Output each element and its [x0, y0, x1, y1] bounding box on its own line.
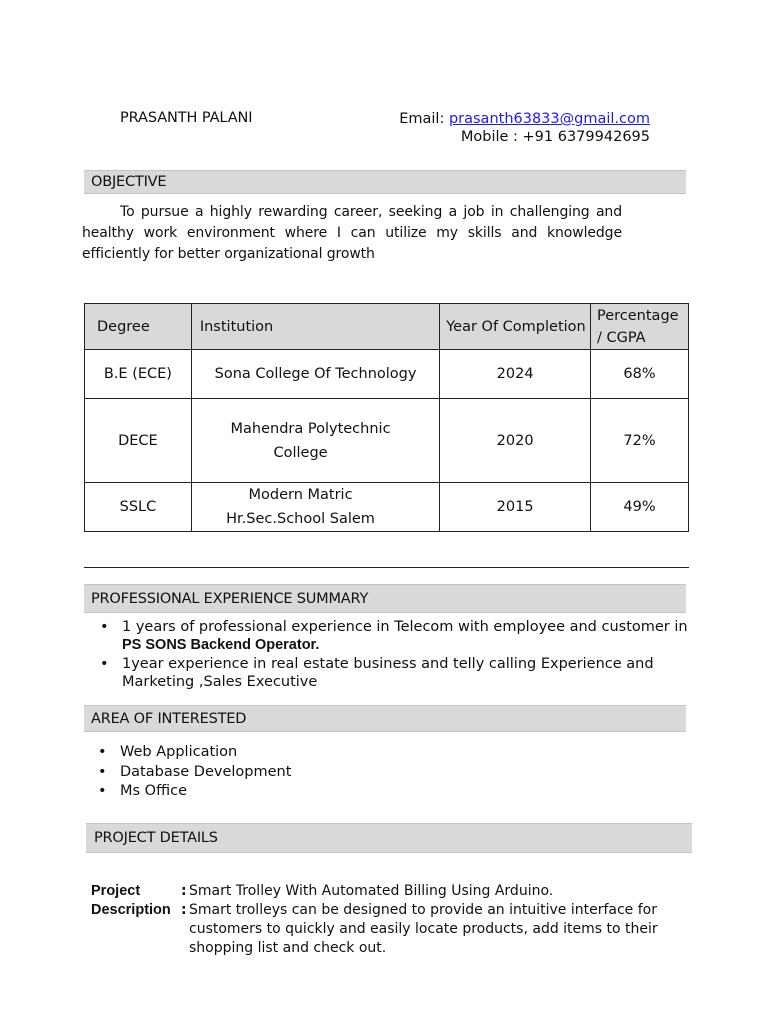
section-header-experience — [84, 584, 686, 613]
table-header-row — [85, 304, 689, 350]
colon: : — [181, 883, 187, 899]
objective-body: To pursue a highly rewarding career, seeking a job in challenging and healthy work environment where I can utilize my skills and knowledge efficiently for better organizational growth — [82, 204, 622, 262]
section-title: OBJECTIVE — [91, 174, 167, 190]
percentage-cell: 72% — [591, 399, 689, 483]
list-item: • Web Application — [98, 743, 291, 763]
section-title: AREA OF INTERESTED — [91, 710, 247, 727]
experience-list — [100, 618, 700, 692]
institution-line: College — [273, 444, 328, 461]
year-cell: 2015 — [440, 483, 591, 532]
list-item — [100, 618, 700, 654]
email-line — [390, 110, 650, 128]
candidate-name: PRASANTH PALANI — [120, 110, 253, 126]
objective-text — [82, 202, 622, 265]
experience-text: 1year experience in real estate business and telly calling Experience and Marketing ,Sales Executive — [122, 656, 654, 690]
education-table — [84, 303, 689, 532]
institution-cell — [191, 483, 439, 532]
list-item — [100, 655, 700, 691]
institution-cell — [191, 350, 439, 399]
contact-block — [390, 110, 650, 146]
column-header: Year Of Completion — [440, 304, 591, 350]
mobile-line: Mobile : +91 6379942695 — [460, 129, 650, 145]
degree-cell: DECE — [85, 399, 192, 483]
institution-line: Hr.Sec.School Salem — [226, 511, 375, 527]
degree-cell: SSLC — [85, 483, 192, 532]
column-header: Percentage / CGPA — [591, 304, 689, 350]
section-title: PROFESSIONAL EXPERIENCE SUMMARY — [91, 590, 369, 607]
column-header: Degree — [85, 304, 192, 350]
degree-cell: B.E (ECE) — [85, 350, 192, 399]
project-label: Project — [91, 883, 141, 899]
experience-text: 1 years of professional experience in Telecom with employee and customer in — [122, 619, 688, 635]
column-header: Institution — [191, 304, 439, 350]
table-row — [85, 483, 689, 532]
interests-list — [98, 743, 291, 802]
percentage-cell: 68% — [591, 350, 689, 399]
institution-line: Sona College Of Technology — [214, 366, 417, 382]
list-item: • Ms Office — [98, 782, 291, 802]
table-row — [85, 350, 689, 399]
institution-line: Mahendra Polytechnic — [230, 420, 391, 437]
section-header-project — [86, 823, 692, 853]
project-details — [91, 882, 711, 958]
section-header-interests — [84, 705, 686, 732]
description-label: Description — [91, 902, 171, 918]
description-row — [91, 901, 711, 958]
project-description: Smart trolleys can be designed to provide an intuitive interface for customers to quickly and easily locate products, add items to their shopping list and check out. — [189, 902, 658, 956]
email-link[interactable]: prasanth63833@gmail.com — [448, 111, 650, 127]
section-header-objective — [84, 170, 686, 194]
project-row — [91, 882, 711, 901]
colon: : — [181, 902, 187, 918]
institution-cell — [191, 399, 439, 483]
table-row — [85, 399, 689, 483]
list-item: • Database Development — [98, 763, 291, 783]
institution-line: Modern Matric — [248, 487, 353, 503]
year-cell: 2020 — [440, 399, 591, 483]
section-title: PROJECT DETAILS — [94, 830, 218, 846]
percentage-cell: 49% — [591, 483, 689, 532]
divider — [84, 567, 689, 568]
experience-emphasis: PS SONS Backend Operator. — [122, 637, 320, 653]
email-label: Email: — [399, 111, 449, 127]
project-title: Smart Trolley With Automated Billing Using Arduino. — [189, 883, 554, 899]
year-cell: 2024 — [440, 350, 591, 399]
